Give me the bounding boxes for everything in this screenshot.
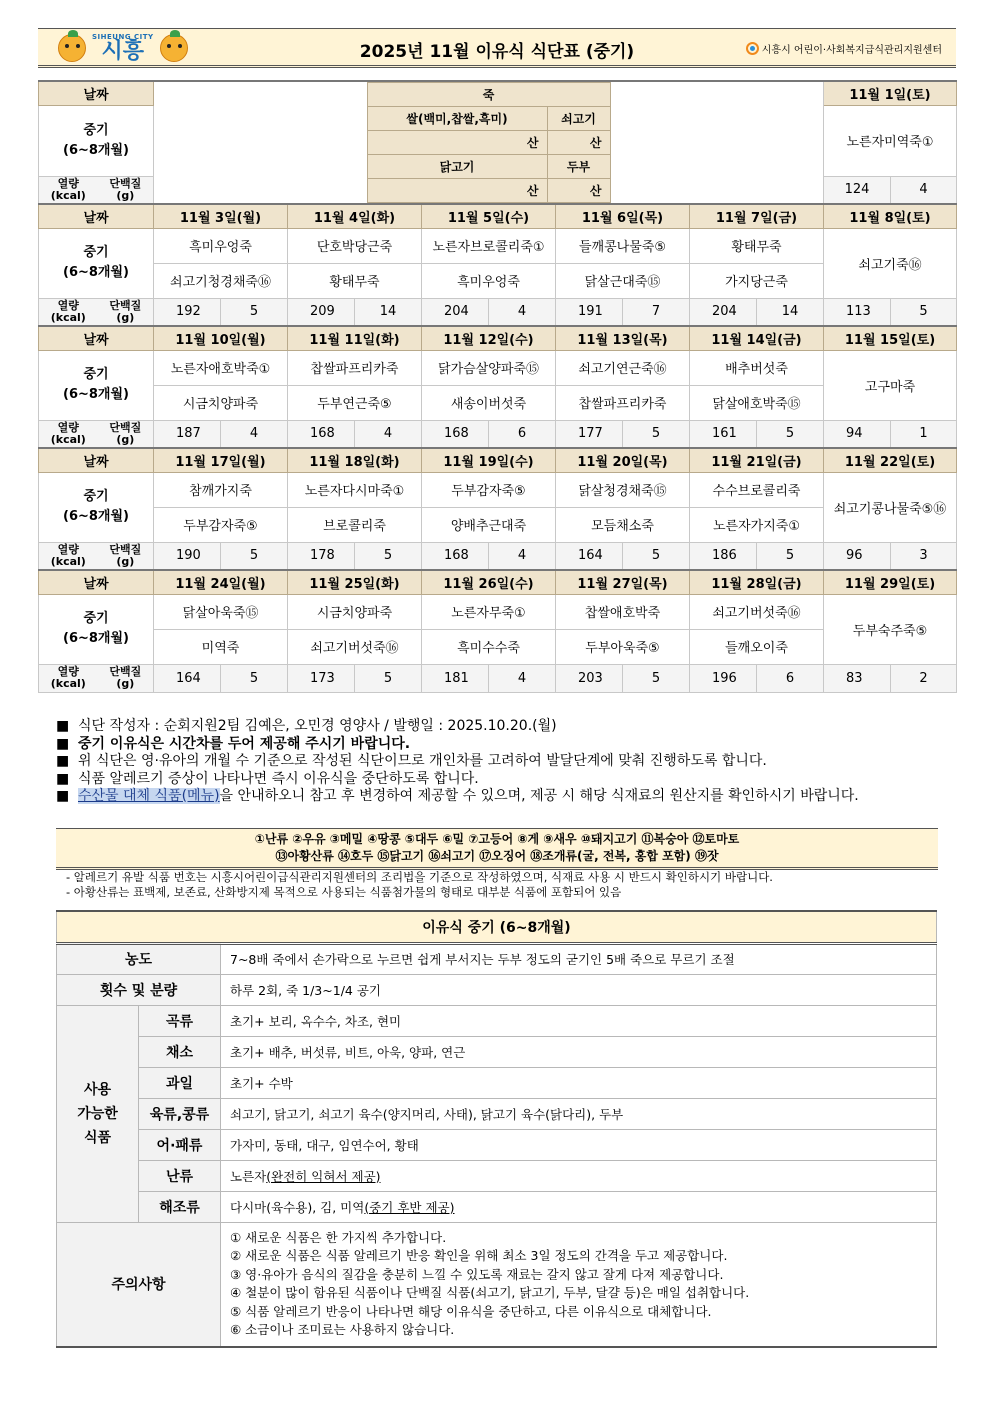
meat-label: 육류,콩류 bbox=[139, 1098, 221, 1129]
protein-value: 5 bbox=[757, 420, 824, 448]
sat-date: 11월 8일(토) bbox=[824, 204, 957, 228]
seaweed-value: 다시마(육수용), 김, 미역(중기 후반 제공) bbox=[221, 1191, 937, 1222]
kcal-value: 204 bbox=[422, 298, 489, 326]
org-logo-icon bbox=[746, 42, 759, 55]
sat-menu-item: 고구마죽 bbox=[824, 350, 957, 420]
seafood-substitute-link[interactable]: 수산물 대체 식품(메뉴) bbox=[78, 788, 220, 804]
kcal-value: 173 bbox=[288, 664, 355, 692]
menu-item: 단호박당근죽 bbox=[288, 228, 422, 263]
protein-value: 5 bbox=[757, 542, 824, 570]
day-date: 11월 12일(수) bbox=[422, 326, 556, 350]
combo-h2: 쇠고기 bbox=[547, 107, 610, 131]
amount-value: 하루 2회, 죽 1/3~1/4 공기 bbox=[221, 974, 937, 1005]
protein-value: 4 bbox=[489, 664, 556, 692]
nutrition-label: 열량 (kcal) 단백질 (g) bbox=[39, 664, 154, 692]
grain-label: 곡류 bbox=[139, 1005, 221, 1036]
week-0-sat-protein: 4 bbox=[891, 176, 957, 204]
day-date: 11월 6일(목) bbox=[556, 204, 690, 228]
org-name bbox=[746, 41, 942, 56]
menu-item: 닭살아욱죽⑮ bbox=[154, 594, 288, 629]
sat-date: 11월 22일(토) bbox=[824, 448, 957, 472]
kcal-value: 83 bbox=[824, 664, 891, 692]
week-0-sat-food: 노른자미역죽① bbox=[824, 105, 957, 176]
menu-item: 황태무죽 bbox=[288, 263, 422, 298]
amount-label: 횟수 및 분량 bbox=[57, 974, 221, 1005]
menu-item: 양배추근대죽 bbox=[422, 507, 556, 542]
menu-item: 수수브로콜리죽 bbox=[690, 472, 824, 507]
menu-item: 찹쌀애호박죽 bbox=[556, 594, 690, 629]
menu-item: 노른자다시마죽① bbox=[288, 472, 422, 507]
combo-title: 죽 bbox=[367, 83, 610, 107]
menu-item: 흑미수수죽 bbox=[422, 629, 556, 664]
kcal-value: 186 bbox=[690, 542, 757, 570]
protein-value: 4 bbox=[355, 420, 422, 448]
menu-item: 배추버섯죽 bbox=[690, 350, 824, 385]
week-0-date-row bbox=[39, 81, 957, 105]
combo-v3: 산 bbox=[367, 179, 547, 203]
kcal-value: 190 bbox=[154, 542, 221, 570]
stage-label: 중기 (6~8개월) bbox=[39, 472, 154, 542]
week-4-date-row bbox=[39, 570, 957, 594]
menu-item: 시금치양파죽 bbox=[154, 385, 288, 420]
menu-item: 노른자무죽① bbox=[422, 594, 556, 629]
menu-table bbox=[38, 80, 957, 693]
seaweed-label: 해조류 bbox=[139, 1191, 221, 1222]
protein-value: 5 bbox=[221, 542, 288, 570]
menu-item: 가지당근죽 bbox=[690, 263, 824, 298]
stage-label: 중기 (6~8개월) bbox=[39, 594, 154, 664]
combo-h4: 두부 bbox=[547, 155, 610, 179]
day-date: 11월 24일(월) bbox=[154, 570, 288, 594]
menu-item: 쇠고기청경채죽⑯ bbox=[154, 263, 288, 298]
menu-item: 노른자애호박죽① bbox=[154, 350, 288, 385]
protein-value: 1 bbox=[891, 420, 957, 448]
fish-label: 어·패류 bbox=[139, 1129, 221, 1160]
protein-value: 2 bbox=[891, 664, 957, 692]
fish-value: 가자미, 동태, 대구, 임연수어, 황태 bbox=[221, 1129, 937, 1160]
kcal-value: 191 bbox=[556, 298, 623, 326]
protein-value: 4 bbox=[221, 420, 288, 448]
menu-item: 두부감자죽⑤ bbox=[422, 472, 556, 507]
meat-value: 쇠고기, 닭고기, 쇠고기 육수(양지머리, 사태), 닭고기 육수(닭다리), 두부 bbox=[221, 1098, 937, 1129]
protein-value: 6 bbox=[489, 420, 556, 448]
day-date: 11월 3일(월) bbox=[154, 204, 288, 228]
menu-item: 들깨오이죽 bbox=[690, 629, 824, 664]
sat-menu-item: 쇠고기콩나물죽⑤⑯ bbox=[824, 472, 957, 542]
sat-date: 11월 15일(토) bbox=[824, 326, 957, 350]
menu-item: 두부감자죽⑤ bbox=[154, 507, 288, 542]
menu-item: 두부아욱죽⑤ bbox=[556, 629, 690, 664]
kcal-value: 168 bbox=[288, 420, 355, 448]
menu-item: 두부연근죽⑤ bbox=[288, 385, 422, 420]
day-date: 11월 10일(월) bbox=[154, 326, 288, 350]
protein-value: 5 bbox=[355, 542, 422, 570]
menu-item: 닭살근대죽⑮ bbox=[556, 263, 690, 298]
allergy-note-2: - 아황산류는 표백제, 보존료, 산화방지제 목적으로 사용되는 식품첨가물의 형태로 대부분 식품에 포함되어 있음 bbox=[66, 885, 622, 899]
menu-item: 흑미우엉죽 bbox=[154, 228, 288, 263]
allergy-section bbox=[56, 828, 938, 900]
menu-item: 닭살청경채죽⑮ bbox=[556, 472, 690, 507]
org-label: 시흥시 어린이·사회복지급식관리지원센터 bbox=[761, 45, 942, 56]
kcal-value: 164 bbox=[154, 664, 221, 692]
protein-value: 5 bbox=[221, 664, 288, 692]
nutrition-label: 열량 (kcal) 단백질 (g) bbox=[39, 298, 154, 326]
sat-menu-item: 쇠고기죽⑯ bbox=[824, 228, 957, 298]
day-date: 11월 18일(화) bbox=[288, 448, 422, 472]
fruit-value: 초기+ 수박 bbox=[221, 1067, 937, 1098]
density-value: 7~8배 죽에서 손가락으로 누르면 쉽게 부서지는 두부 정도의 굳기인 5배 죽으로 무르기 조절 bbox=[221, 943, 937, 974]
notes-section: ■ 식단 작성자 : 순회지원2팀 김예은, 오민경 영양사 / 발행일 : 2025.10.20.(월) ■ 중기 이유식은 시간차를 두어 제공해 주시기 바랍니다. ■ 위 식단은 영·유아의 개월 수 기준으로 작성된 식단이므로 개인차를 고려하여 발달단계에 맞춰 진행하도록 합니다. ■ 식품 알레르기 증상이 나타나면 즉시 이유식을 중단하도록 합니다. ■ 수산물 대체 식품(메뉴)을 안내하오니 참고 후 변경하여 제공할 수 있으며, 제공 시 해당 식재료의 원산지를 확인하시기 바랍니다. bbox=[56, 718, 859, 804]
date-label: 날짜 bbox=[39, 326, 154, 350]
menu-item: 노른자브로콜리죽① bbox=[422, 228, 556, 263]
kcal-value: 181 bbox=[422, 664, 489, 692]
sat-date: 11월 29일(토) bbox=[824, 570, 957, 594]
day-date: 11월 4일(화) bbox=[288, 204, 422, 228]
egg-value: 노른자(완전히 익혀서 제공) bbox=[221, 1160, 937, 1191]
date-label: 날짜 bbox=[39, 570, 154, 594]
day-date: 11월 7일(금) bbox=[690, 204, 824, 228]
note-allergy: 식품 알레르기 증상이 나타나면 즉시 이유식을 중단하도록 합니다. bbox=[78, 770, 479, 787]
protein-value: 5 bbox=[221, 298, 288, 326]
menu-item: 노른자가지죽① bbox=[690, 507, 824, 542]
day-date: 11월 5일(수) bbox=[422, 204, 556, 228]
protein-value: 14 bbox=[355, 298, 422, 326]
protein-value: 4 bbox=[489, 542, 556, 570]
day-date: 11월 20일(목) bbox=[556, 448, 690, 472]
menu-item: 흑미우엉죽 bbox=[422, 263, 556, 298]
combo-v1: 산 bbox=[367, 131, 547, 155]
day-date: 11월 13일(목) bbox=[556, 326, 690, 350]
kcal-value: 209 bbox=[288, 298, 355, 326]
stage-label: 중기 (6~8개월) bbox=[39, 228, 154, 298]
note-individual: 위 식단은 영·유아의 개월 수 기준으로 작성된 식단이므로 개인차를 고려하여 발달단계에 맞춰 진행하도록 합니다. bbox=[78, 753, 767, 769]
stage-label: 중기 (6~8개월) bbox=[39, 350, 154, 420]
date-label: 날짜 bbox=[39, 448, 154, 472]
kcal-value: 94 bbox=[824, 420, 891, 448]
kcal-value: 187 bbox=[154, 420, 221, 448]
kcal-value: 164 bbox=[556, 542, 623, 570]
protein-value: 5 bbox=[891, 298, 957, 326]
menu-item: 들깨콩나물죽⑤ bbox=[556, 228, 690, 263]
day-date: 11월 25일(화) bbox=[288, 570, 422, 594]
protein-value: 5 bbox=[623, 420, 690, 448]
week-2-date-row bbox=[39, 326, 957, 350]
protein-value: 5 bbox=[623, 542, 690, 570]
note-timing: 중기 이유식은 시간차를 두어 제공해 주시기 바랍니다. bbox=[78, 735, 411, 752]
protein-value: 7 bbox=[623, 298, 690, 326]
kcal-value: 113 bbox=[824, 298, 891, 326]
stage-label: 중기 (6~8개월) bbox=[39, 105, 154, 176]
protein-value: 6 bbox=[757, 664, 824, 692]
egg-label: 난류 bbox=[139, 1160, 221, 1191]
combo-cell bbox=[154, 81, 824, 204]
day-date: 11월 26일(수) bbox=[422, 570, 556, 594]
day-date: 11월 28일(금) bbox=[690, 570, 824, 594]
note-author: 식단 작성자 : 순회지원2팀 김예은, 오민경 영양사 / 발행일 : 2025.10.20.(월) bbox=[78, 718, 557, 734]
menu-item: 참깨가지죽 bbox=[154, 472, 288, 507]
menu-item: 닭살애호박죽⑮ bbox=[690, 385, 824, 420]
allergy-legend: ①난류 ②우유 ③메밀 ④땅콩 ⑤대두 ⑥밀 ⑦고등어 ⑧게 ⑨새우 ⑩돼지고기 ⑪복숭아 ⑫토마토 ⑬아황산류 ⑭호두 ⑮닭고기 ⑯쇠고기 ⑰오징어 ⑱조개류(굴, 전복, 홍합 포함) ⑲잣 bbox=[56, 828, 938, 870]
kcal-value: 168 bbox=[422, 420, 489, 448]
veg-label: 채소 bbox=[139, 1036, 221, 1067]
kcal-value: 203 bbox=[556, 664, 623, 692]
kcal-value: 196 bbox=[690, 664, 757, 692]
kcal-value: 192 bbox=[154, 298, 221, 326]
nutrition-label: 열량 (kcal) 단백질 (g) bbox=[39, 420, 154, 448]
combo-v2: 산 bbox=[547, 131, 610, 155]
kcal-value: 161 bbox=[690, 420, 757, 448]
logo-small-text: SIHEUNG CITY bbox=[92, 33, 154, 41]
caution-list: ① 새로운 식품은 한 가지씩 추가합니다. ② 새로운 식품은 식품 알레르기 반응 확인을 위해 최소 3일 정도의 간격을 두고 제공합니다. ③ 영·유아가 음식의 질감을 충분히 느낄 수 있도록 재료는 갈지 않고 잘게 다져 제공합니다. ④ 철분이 많이 함유된 식품이나 단백질 식품(쇠고기, 닭고기, 두부, 달걀 등)은 매일 섭취합니다. ⑤ 식품 알레르기 반응이 나타나면 해당 이유식을 중단하고, 다른 이유식으로 대체합니다. ⑥ 소금이나 조미료는 사용하지 않습니다. bbox=[221, 1222, 937, 1347]
day-date: 11월 21일(금) bbox=[690, 448, 824, 472]
note-seafood: 수산물 대체 식품(메뉴)을 안내하오니 참고 후 변경하여 제공할 수 있으며, 제공 시 해당 식재료의 원산지를 확인하시기 바랍니다. bbox=[78, 788, 859, 804]
menu-item: 새송이버섯죽 bbox=[422, 385, 556, 420]
menu-item: 찹쌀파프리카죽 bbox=[556, 385, 690, 420]
menu-item: 닭가슴살양파죽⑮ bbox=[422, 350, 556, 385]
kcal-value: 178 bbox=[288, 542, 355, 570]
page-header bbox=[38, 28, 956, 68]
grain-value: 초기+ 보리, 옥수수, 차조, 현미 bbox=[221, 1005, 937, 1036]
menu-item: 브로콜리죽 bbox=[288, 507, 422, 542]
week-0-sat-kcal: 124 bbox=[824, 176, 891, 204]
menu-item: 시금치양파죽 bbox=[288, 594, 422, 629]
week-3-date-row bbox=[39, 448, 957, 472]
date-label: 날짜 bbox=[39, 81, 154, 105]
menu-item: 찹쌀파프리카죽 bbox=[288, 350, 422, 385]
day-date: 11월 11일(화) bbox=[288, 326, 422, 350]
menu-item: 쇠고기연근죽⑯ bbox=[556, 350, 690, 385]
logo-main-text: 시흥 bbox=[101, 39, 145, 64]
day-date: 11월 14일(금) bbox=[690, 326, 824, 350]
week-0-sat-date: 11월 1일(토) bbox=[824, 81, 957, 105]
week-1-date-row bbox=[39, 204, 957, 228]
protein-value: 5 bbox=[355, 664, 422, 692]
menu-item: 황태무죽 bbox=[690, 228, 824, 263]
combo-h3: 닭고기 bbox=[367, 155, 547, 179]
protein-value: 5 bbox=[623, 664, 690, 692]
combo-table bbox=[367, 82, 611, 203]
menu-item: 모듬채소죽 bbox=[556, 507, 690, 542]
fruit-label: 과일 bbox=[139, 1067, 221, 1098]
protein-value: 3 bbox=[891, 542, 957, 570]
guide-table bbox=[56, 910, 937, 1348]
kcal-value: 96 bbox=[824, 542, 891, 570]
day-date: 11월 19일(수) bbox=[422, 448, 556, 472]
menu-item: 쇠고기버섯죽⑯ bbox=[288, 629, 422, 664]
combo-h1: 쌀(백미,찹쌀,흑미) bbox=[367, 107, 547, 131]
protein-value: 4 bbox=[489, 298, 556, 326]
menu-item: 쇠고기버섯죽⑯ bbox=[690, 594, 824, 629]
density-label: 농도 bbox=[57, 943, 221, 974]
nutrition-label: 열량 (kcal) 단백질 (g) bbox=[39, 542, 154, 570]
caution-label: 주의사항 bbox=[57, 1222, 221, 1347]
veg-value: 초기+ 배추, 버섯류, 비트, 아욱, 양파, 연근 bbox=[221, 1036, 937, 1067]
guide-title: 이유식 중기 (6~8개월) bbox=[57, 911, 937, 943]
date-label: 날짜 bbox=[39, 204, 154, 228]
kcal-value: 168 bbox=[422, 542, 489, 570]
kcal-value: 204 bbox=[690, 298, 757, 326]
page-title: 2025년 11월 이유식 식단표 (중기) bbox=[359, 42, 635, 62]
nutrition-label: 열량 (kcal) 단백질 (g) bbox=[39, 176, 154, 204]
weeks-body bbox=[39, 204, 957, 692]
allergy-note-1: - 알레르기 유발 식품 번호는 시흥시어린이급식관리지원센터의 조리법을 기준으로 작성하였으며, 식재료 사용 시 반드시 확인하시기 바랍니다. bbox=[66, 870, 773, 884]
usable-foods-label: 사용 가능한 식품 bbox=[57, 1005, 139, 1222]
day-date: 11월 17일(월) bbox=[154, 448, 288, 472]
protein-value: 14 bbox=[757, 298, 824, 326]
combo-v4: 산 bbox=[547, 179, 610, 203]
day-date: 11월 27일(목) bbox=[556, 570, 690, 594]
kcal-value: 177 bbox=[556, 420, 623, 448]
sat-menu-item: 두부숙주죽⑤ bbox=[824, 594, 957, 664]
menu-item: 미역죽 bbox=[154, 629, 288, 664]
